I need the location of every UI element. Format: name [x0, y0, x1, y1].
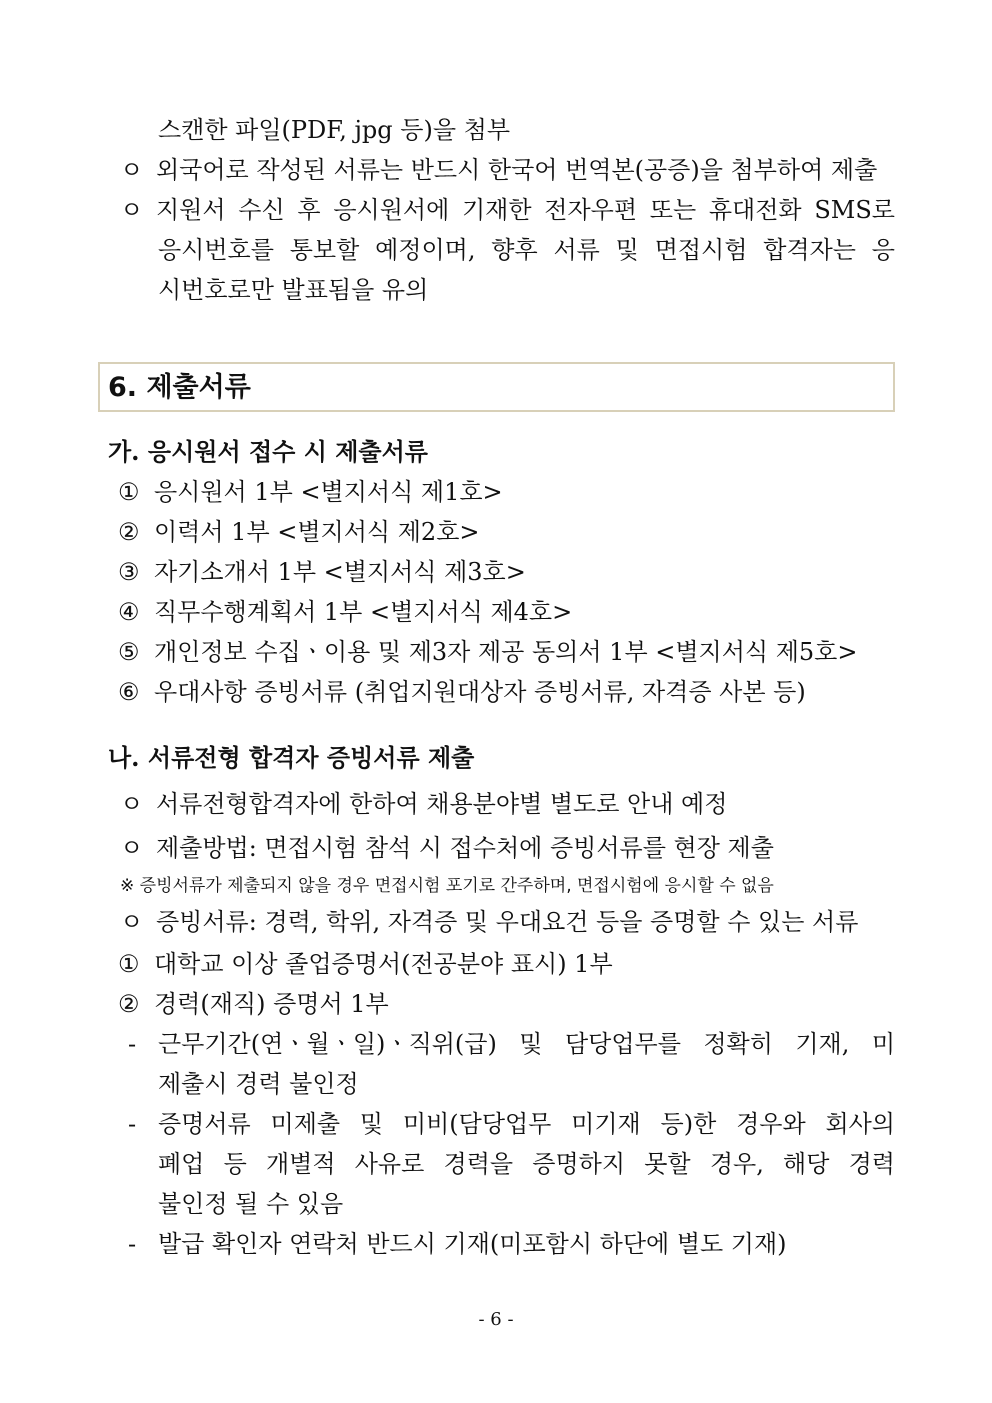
bullet-item — [120, 194, 895, 226]
bullet-text: 지원서 수신 후 응시원서에 기재한 전자우편 또는 휴대전화 SMS로 — [156, 196, 895, 224]
dash-item — [128, 1108, 895, 1140]
bullet-item — [120, 906, 858, 938]
list-item — [118, 636, 857, 668]
dash-marker: - — [128, 1230, 137, 1258]
list-item — [118, 556, 526, 588]
item-number: ⑥ — [118, 678, 140, 706]
dash-marker: - — [128, 1030, 137, 1058]
bullet-text: 서류전형합격자에 한하여 채용분야별 별도로 안내 예정 — [156, 790, 728, 818]
item-text: 응시원서 1부 <별지서식 제1호> — [154, 478, 503, 506]
text-line: 응시번호를 통보할 예정이며, 향후 서류 및 면접시험 합격자는 응 — [158, 236, 895, 264]
section-title: 6. 제출서류 — [108, 372, 251, 403]
item-text: 경력(재직) 증명서 1부 — [154, 990, 389, 1018]
bullet-marker: ㅇ — [120, 834, 144, 862]
item-text: 이력서 1부 <별지서식 제2호> — [154, 518, 480, 546]
bullet-marker: ㅇ — [120, 156, 144, 184]
list-item — [118, 476, 503, 508]
item-text: 자기소개서 1부 <별지서식 제3호> — [154, 558, 526, 586]
text-line: 스캔한 파일(PDF, jpg 등)을 첨부 — [158, 116, 510, 144]
item-text: 대학교 이상 졸업증명서(전공분야 표시) 1부 — [154, 950, 613, 978]
item-number: ④ — [118, 598, 140, 626]
bullet-marker: ㅇ — [120, 790, 144, 818]
item-text: 우대사항 증빙서류 (취업지원대상자 증빙서류, 자격증 사본 등) — [154, 678, 806, 706]
dash-text: 발급 확인자 연락처 반드시 기재(미포함시 하단에 별도 기재) — [158, 1230, 787, 1258]
item-number: ② — [118, 990, 140, 1018]
item-number: ③ — [118, 558, 140, 586]
text-line: 제출시 경력 불인정 — [158, 1070, 359, 1098]
item-text: 개인정보 수집ㆍ이용 및 제3자 제공 동의서 1부 <별지서식 제5호> — [154, 638, 858, 666]
bullet-item — [120, 832, 774, 864]
note-text: ※ 증빙서류가 제출되지 않을 경우 면접시험 포기로 간주하며, 면접시험에 응시할 수 없음 — [120, 876, 774, 896]
bullet-text: 외국어로 작성된 서류는 반드시 한국어 번역본(공증)을 첨부하여 제출 — [156, 156, 878, 184]
text-line: 시번호로만 발표됨을 유의 — [158, 276, 429, 304]
dash-item — [128, 1028, 895, 1060]
text-line: 불인정 될 수 있음 — [158, 1190, 344, 1218]
item-number: ① — [118, 478, 140, 506]
dash-marker: - — [128, 1110, 137, 1138]
dash-item — [128, 1228, 787, 1260]
bullet-item — [120, 788, 727, 820]
bullet-marker: ㅇ — [120, 908, 144, 936]
bullet-text: 제출방법: 면접시험 참석 시 접수처에 증빙서류를 현장 제출 — [156, 834, 774, 862]
dash-text: 증명서류 미제출 및 미비(담당업무 미기재 등)한 경우와 회사의 — [158, 1110, 895, 1138]
list-item — [118, 948, 613, 980]
text-line: 폐업 등 개별적 사유로 경력을 증명하지 못할 경우, 해당 경력 — [158, 1150, 895, 1178]
subsection-title: 가. 응시원서 접수 시 제출서류 — [108, 437, 428, 466]
item-number: ⑤ — [118, 638, 140, 666]
bullet-marker: ㅇ — [120, 196, 144, 224]
list-item — [118, 596, 572, 628]
page-number: - 6 - — [478, 1309, 514, 1330]
bullet-item — [120, 154, 895, 186]
list-item — [118, 988, 389, 1020]
bullet-text: 증빙서류: 경력, 학위, 자격증 및 우대요건 등을 증명할 수 있는 서류 — [156, 908, 859, 936]
item-number: ① — [118, 950, 140, 978]
list-item — [118, 676, 806, 708]
dash-text: 근무기간(연ㆍ월ㆍ일)ㆍ직위(급) 및 담당업무를 정확히 기재, 미 — [158, 1030, 895, 1058]
list-item — [118, 516, 479, 548]
section-heading-box — [98, 362, 895, 412]
item-number: ② — [118, 518, 140, 546]
subsection-title: 나. 서류전형 합격자 증빙서류 제출 — [108, 743, 475, 772]
item-text: 직무수행계획서 1부 <별지서식 제4호> — [154, 598, 573, 626]
